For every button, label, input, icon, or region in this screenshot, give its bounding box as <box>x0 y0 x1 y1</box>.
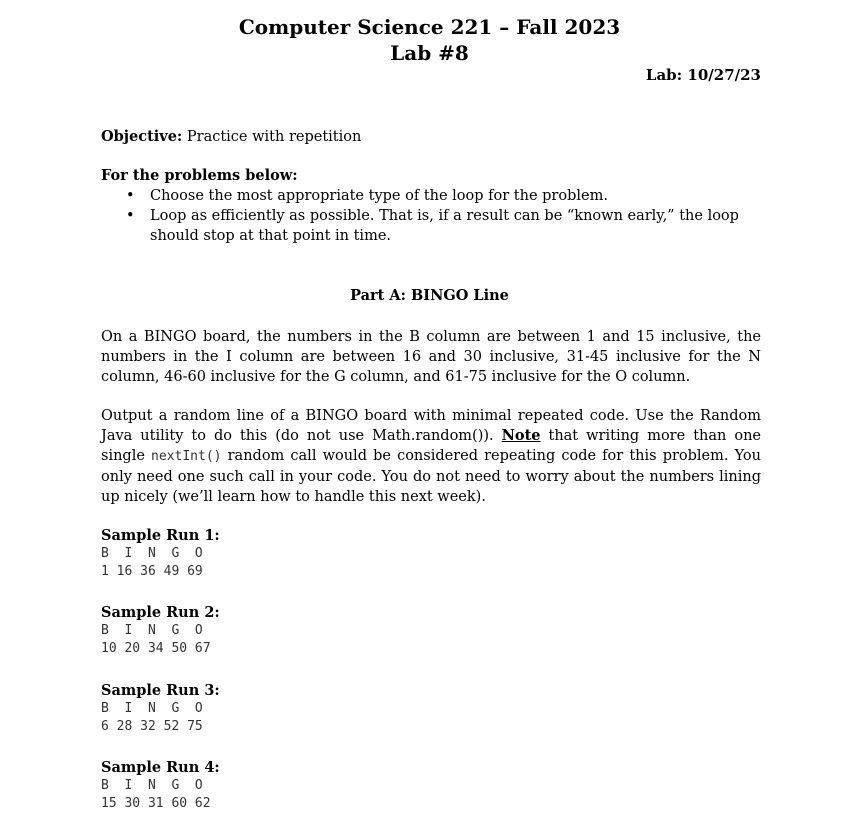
sample-run-label: Sample Run 1: <box>101 527 220 544</box>
part-a-paragraph-2 <box>101 406 761 507</box>
course-title: Computer Science 221 – Fall 2023 <box>238 15 621 39</box>
part-a-heading: Part A: BINGO Line <box>350 287 509 304</box>
sample-run-values: 1 16 36 49 69 <box>101 564 203 579</box>
bullet-icon: • <box>126 208 135 224</box>
bullet-icon: • <box>126 188 135 204</box>
lab-title: Lab #8 <box>390 41 469 65</box>
sample-run-header: B I N G O <box>101 546 203 561</box>
sample-run-header: B I N G O <box>101 778 203 793</box>
bullet-text: Loop as efficiently as possible. That is, if a result can be “known early,” the loop should stop at that point in time. <box>150 208 739 244</box>
bullet-text: Choose the most appropriate type of the loop for the problem. <box>150 188 608 204</box>
list-item <box>126 186 762 206</box>
list-item <box>126 206 762 246</box>
sample-run-3 <box>101 682 401 736</box>
paragraph-text: that writing more than one single <box>101 428 761 464</box>
code-nextint: nextInt() <box>151 449 222 464</box>
sample-run-values: 6 28 32 52 75 <box>101 719 203 734</box>
objective-text: Practice with repetition <box>182 129 362 145</box>
sample-run-2 <box>101 604 401 658</box>
lab-date: Lab: 10/27/23 <box>645 66 761 84</box>
problems-list <box>126 186 762 246</box>
sample-run-header: B I N G O <box>101 701 203 716</box>
sample-run-values: 10 20 34 50 67 <box>101 641 211 656</box>
problems-heading: For the problems below: <box>101 167 298 184</box>
part-a-paragraph-1: On a BINGO board, the numbers in the B column are between 1 and 15 inclusive, the numbers in the I column are between 16 and 30 inclusive, 31-45 inclusive for the N column, 46-60 inclusive for the G column, and 61-75 inclusive for the O column. <box>101 329 761 385</box>
sample-run-values: 15 30 31 60 62 <box>101 796 211 811</box>
sample-run-header: B I N G O <box>101 623 203 638</box>
paragraph-text: Output a random line of a BINGO board with minimal repeated code. Use the Random Java utility to do this (do not use Math.random()). <box>101 408 761 444</box>
objective-line <box>101 127 761 147</box>
paragraph-text: random call would be considered repeating code for this problem. You only need one such call in your code. You do not need to worry about the numbers lining up nicely (we’ll learn how to handle this next week). <box>101 448 761 505</box>
sample-run-label: Sample Run 4: <box>101 759 220 776</box>
objective-label: Objective: <box>101 128 183 145</box>
note-label: Note <box>501 427 541 444</box>
sample-run-1 <box>101 527 401 581</box>
sample-run-4 <box>101 759 401 813</box>
sample-run-label: Sample Run 2: <box>101 604 220 621</box>
sample-run-label: Sample Run 3: <box>101 682 220 699</box>
